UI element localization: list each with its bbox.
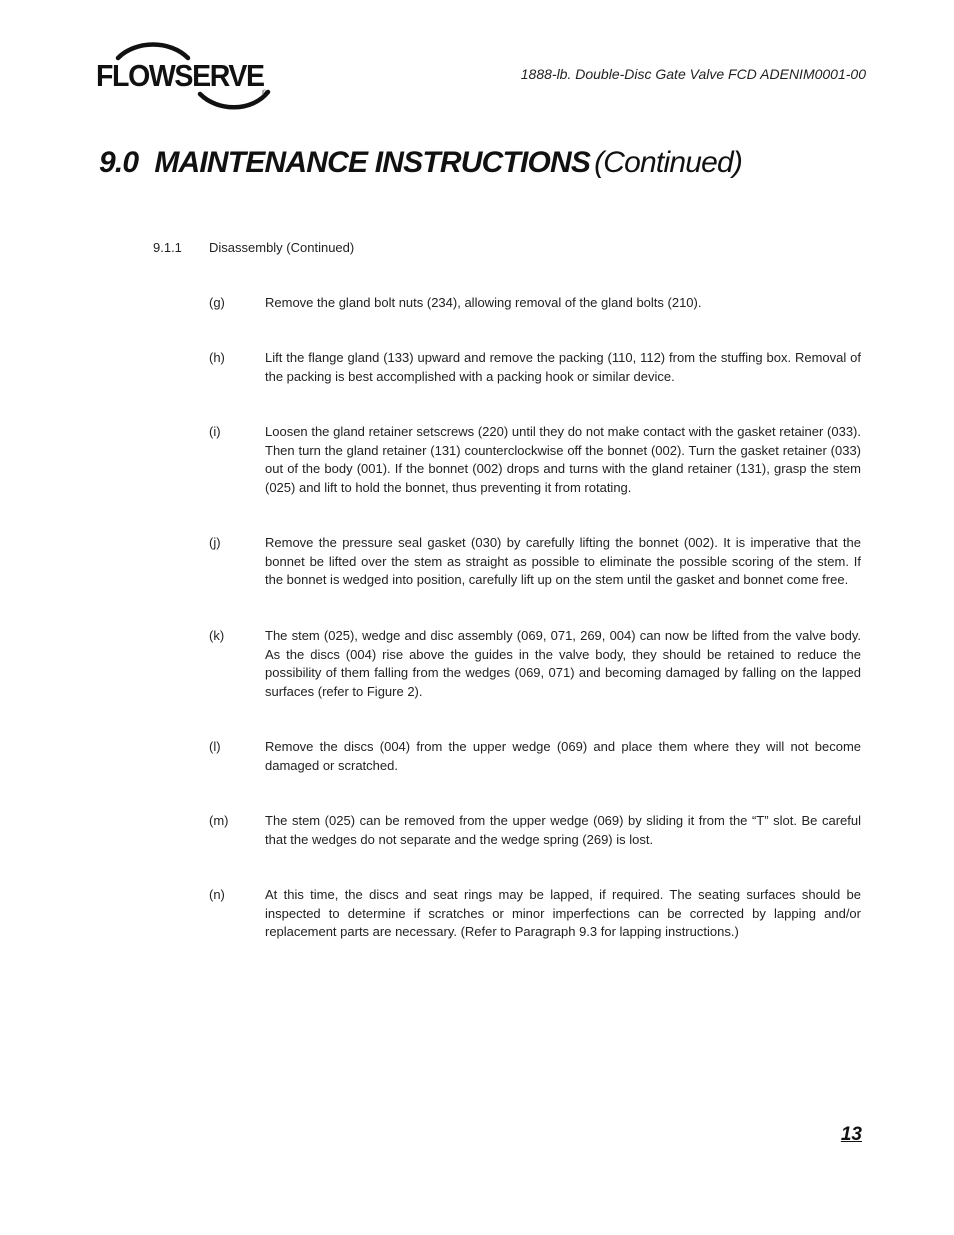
flowserve-logo [96,42,278,112]
list-item-text: Remove the gland bolt nuts (234), allowing removal of the gland bolts (210). [265,295,702,310]
list-item-label: (k) [209,628,225,643]
document-reference: 1888-lb. Double-Disc Gate Valve FCD ADENIM0001-00 [520,66,866,82]
registered-mark: ® [262,90,268,97]
list-item-label: (i) [209,424,221,439]
list-item-text: The stem (025) can be removed from the upper wedge (069) by sliding it from the “T” slot. Be careful that the wedges do not separate and the wedge spring (269) is lost. [265,813,861,847]
section-title [99,148,742,178]
list-item-text: Remove the discs (004) from the upper wedge (069) and place them where they will not become damaged or scratched. [265,739,861,773]
list-item-label: (j) [209,535,221,550]
section-heading: MAINTENANCE INSTRUCTIONS [154,146,591,179]
page-number: 13 [840,1124,862,1145]
list-item-text: Remove the pressure seal gasket (030) by carefully lifting the bonnet (002). It is imperative that the bonnet be lifted over the stem as straight as possible to eliminate the possible scoring of the stem. If the bonnet is wedged into position, carefully lift up on the stem until the gasket and bonnet come free. [265,535,861,588]
subsection-number: 9.1.1 [153,240,182,255]
list-item-label: (l) [209,739,221,754]
list-item-text: Loosen the gland retainer setscrews (220) until they do not make contact with the gasket retainer (033). Then turn the gland retainer (131) counterclockwise off the bonnet (002). Turn the gasket retainer (033) out of the body (001). If the bonnet (002) drops and turns with the gland retainer (131), grasp the stem (025) and lift to hold the bonnet, thus preventing it from rotating. [265,424,861,496]
list-item-text: The stem (025), wedge and disc assembly (069, 071, 269, 004) can now be lifted from the valve body. As the discs (004) rise above the guides in the valve body, they should be retained to reduce the possibility of them falling from the wedges (069, 071) and becoming damaged by falling on the lapped surfaces (refer to Figure 2). [265,628,861,700]
section-continued: (Continued) [594,146,743,179]
logo-wordmark: FLOWSERVE [96,58,264,93]
subsection-title: Disassembly (Continued) [209,240,355,255]
list-item-label: (n) [209,887,225,902]
list-item-text: Lift the flange gland (133) upward and remove the packing (110, 112) from the stuffing box. Removal of the packing is best accomplished with a packing hook or similar device. [265,350,861,384]
list-item-label: (h) [209,350,225,365]
list-item-label: (m) [209,813,229,828]
section-number: 9.0 [99,146,139,179]
list-item-text: At this time, the discs and seat rings may be lapped, if required. The seating surfaces should be inspected to determine if scratches or minor imperfections can be corrected by lapping and/or replacement parts are necessary. (Refer to Paragraph 9.3 for lapping instructions.) [265,887,861,940]
list-item-label: (g) [209,295,225,310]
